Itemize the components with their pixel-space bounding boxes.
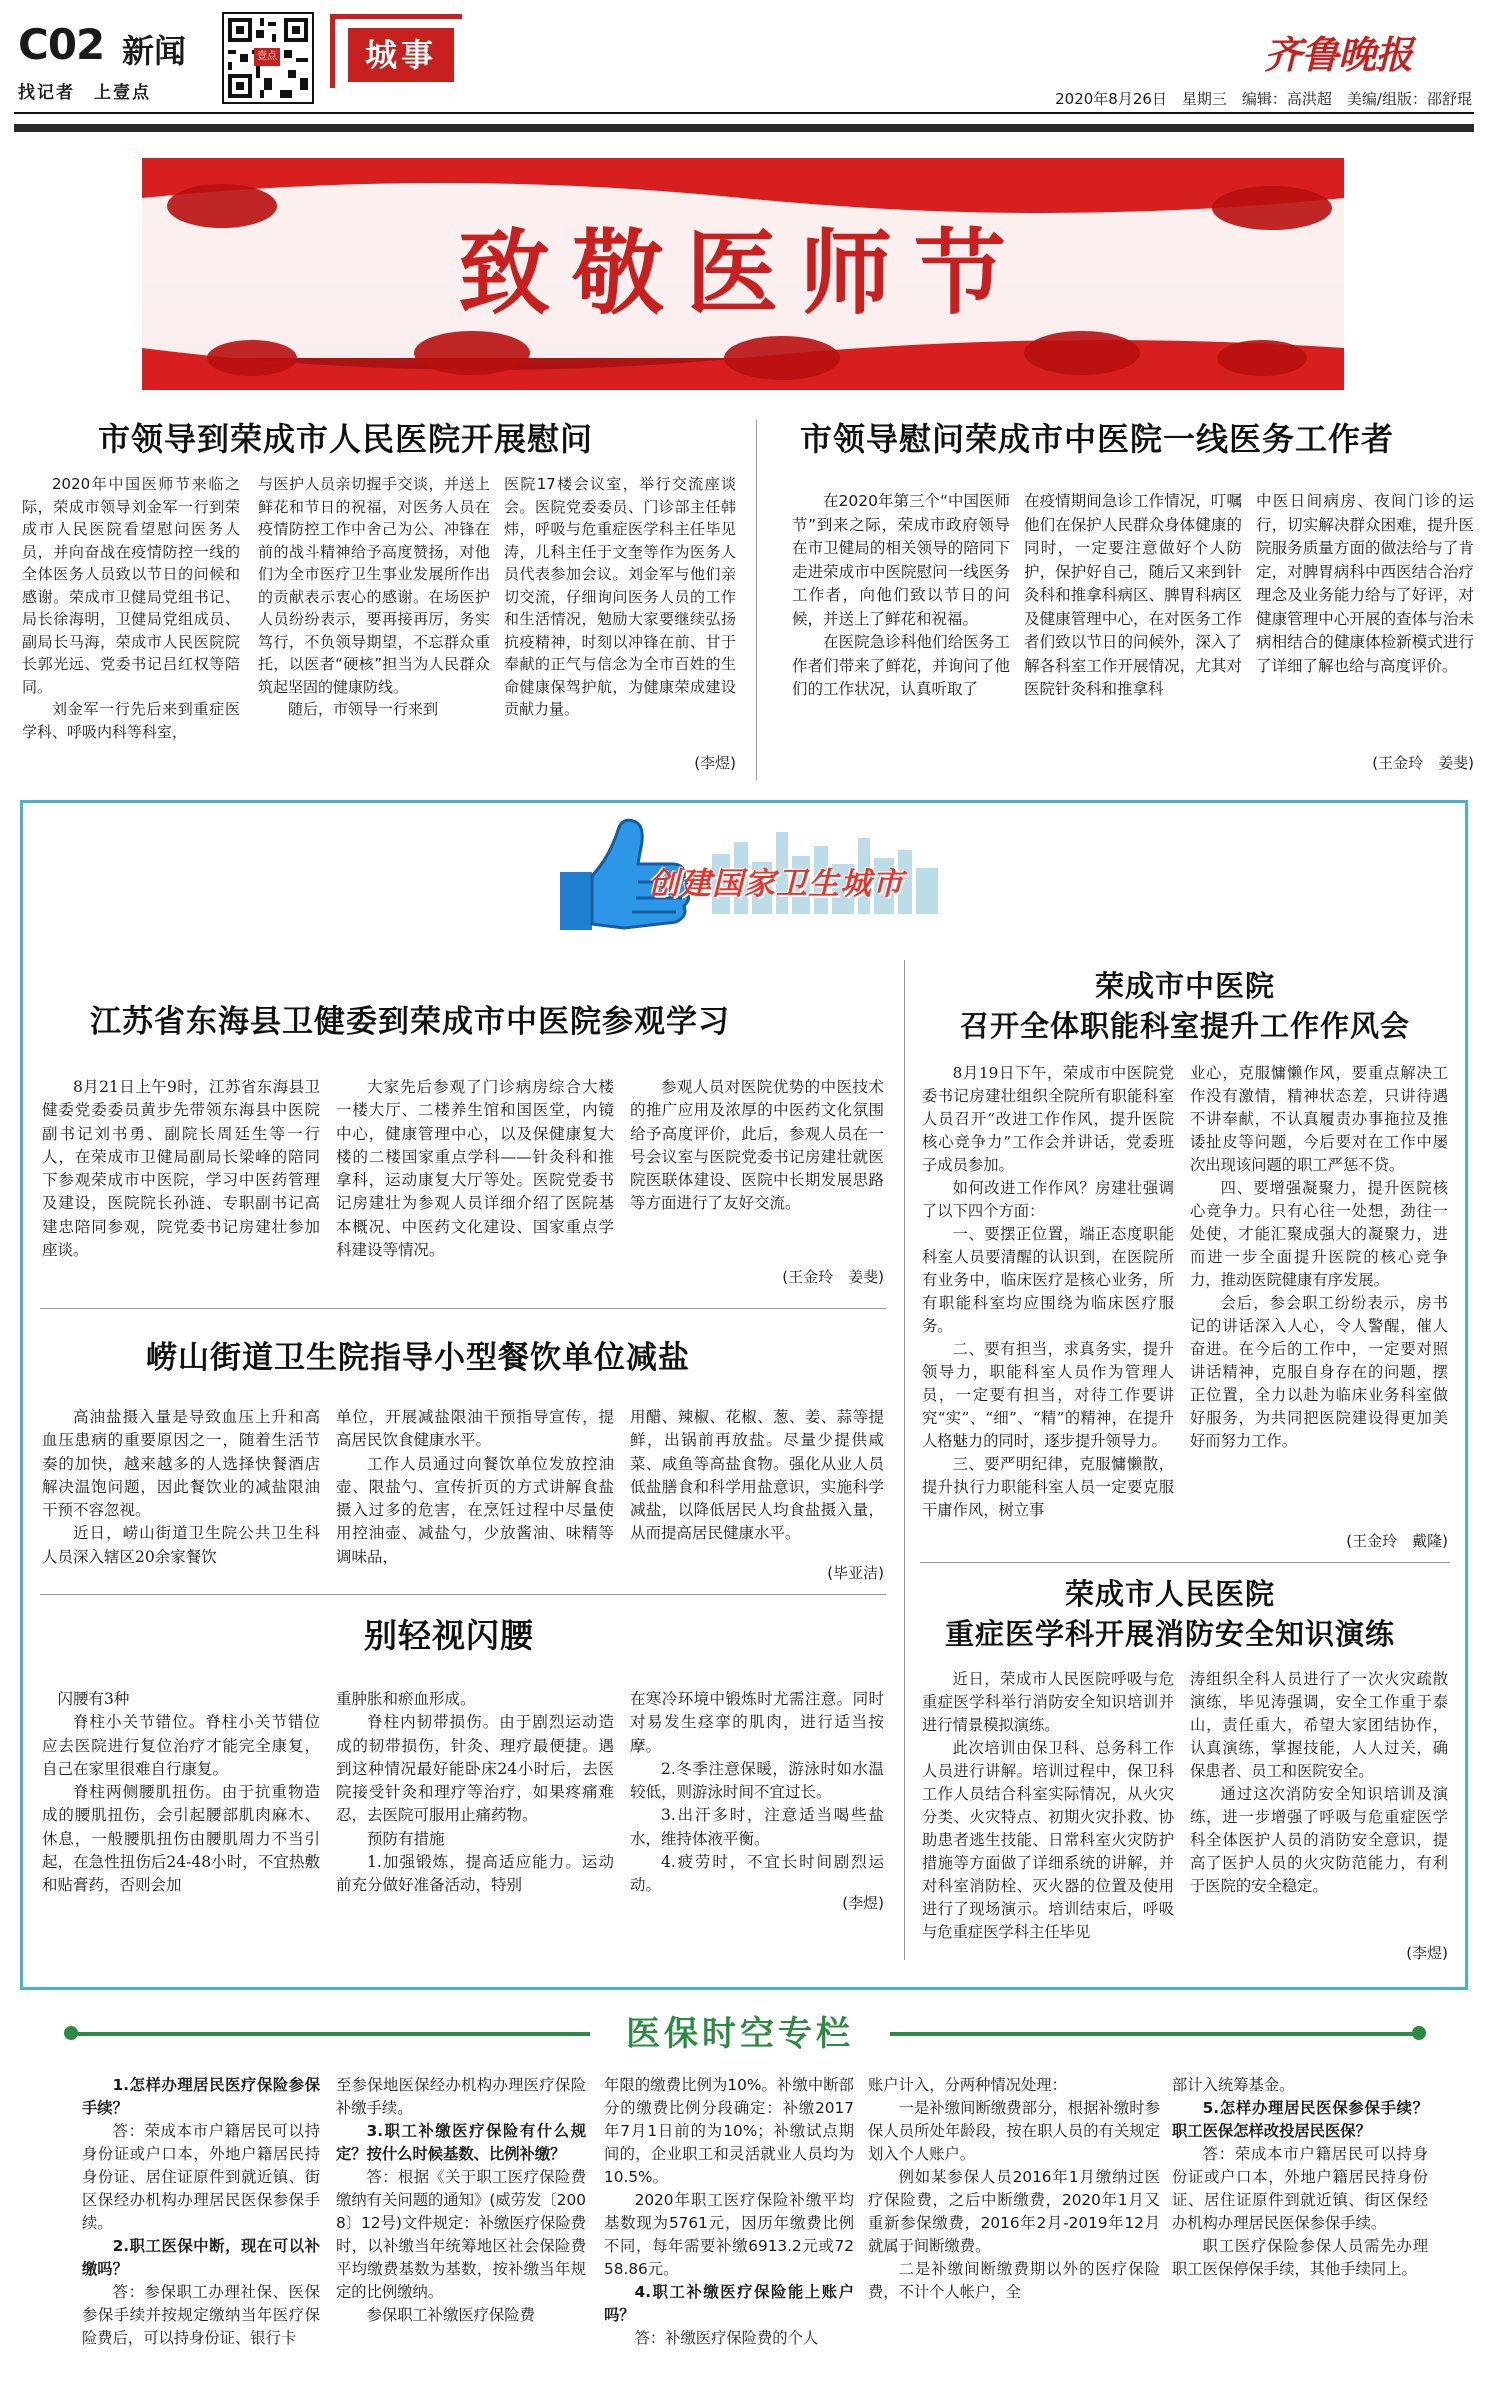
story1-para: 2020年中国医师节来临之际，荣成市领导刘金军一行到荣成市人民医院看望慰问医务人员，并向奋战在疫情防控一线的全体医务人员致以节日的问候和感谢。荣成市卫健局党组书记、局长徐海明，卫健局党组成员、副局长马海，荣成市人民医院院长郭光远、党委书记吕红权等陪同。 xyxy=(22,475,240,696)
story1-byline: (李煜) xyxy=(694,754,736,772)
insurance-col1 xyxy=(82,2074,320,2390)
story2-para: 在疫情期间急诊工作情况，叮嘱他们在保护人民群众身体健康的同时，一定要注意做好个人防护，保护好自己，随后又来到针灸科和推拿科病区、脾胃科病区及健康管理中心，在对医务工作者们致以节日的问候外，深入了解各科室工作开展情况，尤其对医院针灸科和推拿科 xyxy=(1024,492,1242,698)
story2-para: 在2020年第三个“中国医师节”到来之际，荣成市政府领导在市卫健局的相关领导的陪同下走进荣成市中医院慰问一线医务工作者，向他们致以节日的问候，并送上了鲜花和祝福。 xyxy=(792,492,1010,628)
newspaper-logo: 齐鲁晚报 xyxy=(1264,32,1413,77)
story4-para: 工作人员通过向餐饮单位发放控油壶、限盐勺、宣传折页的方式讲解食盐摄入过多的危害，在烹饪过程中尽量使用控油壶、减盐勺，少放酱油、味精等调味品， xyxy=(336,1454,614,1566)
story5-para: 脊柱小关节错位。脊柱小关节错位应去医院进行复位治疗才能完全康复，自己在家里很难自行康复。 xyxy=(42,1713,320,1778)
section-tag: 城事 xyxy=(348,28,454,82)
qr-code[interactable] xyxy=(222,12,314,104)
story5-byline: (李煜) xyxy=(842,1894,884,1912)
story5-para: 4.疲劳时，不宜长时间剧烈运动。 xyxy=(630,1853,884,1895)
story1-para: 医院17楼会议室，举行交流座谈会。医院党委委员、门诊部主任韩炜，呼吸与危重症医学科主任毕见涛，儿科主任于文奎等作为医务人员代表参加会议。刘金军与他们亲切交流，仔细询问医务人员的工作和生活情况，勉励大家要继续弘扬抗疫精神，时刻以冲锋在前、甘于奉献的正气与信念为全市百姓的生命健康保驾护航，为健康荣成建设贡献力量。 xyxy=(504,475,736,718)
story7-col1 xyxy=(922,1668,1174,1958)
festival-banner xyxy=(142,158,1344,390)
insurance-bar-dot-right xyxy=(1412,2026,1426,2040)
story5-para: 脊柱两侧腰肌扭伤。由于抗重物造成的腰肌扭伤，会引起腰部肌肉麻木、休息，一般腰肌扭伤由腰肌周力不当引起，在急性扭伤后24-48小时，不宜热敷和贴膏药，否则会加 xyxy=(42,1783,320,1895)
story1-col2 xyxy=(258,473,490,773)
story1-col3 xyxy=(504,473,736,773)
story5-para: 预防有措施 xyxy=(367,1829,445,1848)
story2-headline: 市领导慰问荣成市中医院一线医务工作者 xyxy=(800,420,1395,458)
story1-col1 xyxy=(22,473,240,773)
qr-center-label: 壹点 xyxy=(254,48,280,66)
story7-para: 近日，荣成市人民医院呼吸与危重症医学科举行消防安全知识培训并进行情景模拟演练。 xyxy=(922,1670,1174,1734)
story5-para: 重肿胀和瘀血形成。 xyxy=(336,1690,476,1708)
story6-para: 三、要严明纪律，克服慵懒散，提升执行力职能科室人员一定要克服干庸作风，树立事 xyxy=(922,1455,1174,1519)
story4-para: 高油盐摄入量是导致血压上升和高血压患病的重要原因之一，随着生活节奏的加快，越来越多的人选择快餐酒店解决温饱问题，因此餐饮业的减盐限油干预不容忽视。 xyxy=(42,1408,320,1520)
story4-col3 xyxy=(630,1406,884,1586)
insurance-answer: 2020年职工医疗保险补缴平均基数现为5761元，因历年缴费比例不同，每年需要补缴6913.2元或7258.86元。 xyxy=(604,2191,854,2278)
insurance-answer: 答：参保职工办理社保、医保参保手续并按规定缴纳当年医疗保险费后，可以持身份证、银行卡 xyxy=(82,2283,320,2347)
story6-para: 会后，参会职工纷纷表示，房书记的讲话深入人心，令人警醒，催人奋进。在今后的工作中，一定要对照讲话精神，克服自身存在的问题，摆正位置，全力以赴为临床业务科室做好服务，为共同把医院建设得更加美好而努力工作。 xyxy=(1190,1294,1448,1450)
insurance-question: 3.职工补缴医疗保险有什么规定？按什么时候基数、比例补缴？ xyxy=(336,2122,586,2163)
banner-title: 致敬医师节 xyxy=(457,219,1028,327)
insurance-answer: 答：荣成本市户籍居民可以持身份证或户口本，外地户籍居民持身份证、居住证原件到就近镇、街区保经办机构办理居民医保参保手续。 xyxy=(82,2122,320,2232)
story7-byline: (李煜) xyxy=(1406,1944,1448,1962)
story3-col2 xyxy=(336,1076,614,1298)
insurance-answer: 答：补缴医疗保险费的个人 xyxy=(634,2329,819,2347)
insurance-answer: 至参保地医保经办机构办理医疗保险补缴手续。 xyxy=(336,2076,586,2117)
insurance-answer: 职工医疗保险参保人员需先办理职工医保停保手续，其他手续同上。 xyxy=(1172,2237,1428,2278)
insurance-answer: 答：荣成本市户籍居民可以持身份证或户口本，外地户籍居民持身份证、居住证原件到就近镇、街区保经办机构办理居民医保参保手续。 xyxy=(1172,2145,1428,2232)
insurance-col5 xyxy=(1172,2074,1428,2390)
insurance-answer: 部计入统筹基金。 xyxy=(1172,2076,1295,2094)
header-rule-thick xyxy=(14,124,1474,132)
story3-para: 大家先后参观了门诊病房综合大楼一楼大厅、二楼养生馆和国医堂，内镜中心，健康管理中心，以及保健康复大楼的二楼国家重点学科——针灸科和推拿科，运动康复大厅等处。医院党委书记房建壮为参观人员详细介绍了医院基本概况、中医药文化建设、国家重点学科建设等情况。 xyxy=(336,1078,614,1260)
story5-headline: 别轻视闪腰 xyxy=(364,1616,534,1655)
story7-para: 此次培训由保卫科、总务科工作人员进行讲解。培训过程中，保卫科工作人员结合科室实际情况，从火灾分类、火灾特点、初期火灾扑救、协助患者逃生技能、日常科室火灾防护措施等方面做了详细系统的讲解，并对科室消防栓、灭火器的位置及使用进行了现场演示。培训结束后，呼吸与危重症医学科主任毕见 xyxy=(922,1739,1174,1941)
story5-para: 1.加强锻炼，提高适应能力。运动前充分做好准备活动，特别 xyxy=(336,1853,614,1895)
story3-para: 8月21日上午9时，江苏省东海县卫健委党委委员黄步先带领东海县中医院副书记刘书勇、副院长周廷生等一行人，在荣成市卫健局副局长梁峰的陪同下参观荣成市中医院，学习中医药管理及建设，医院院长孙涟、专职副书记高建忠陪同参观，院党委书记房建壮参加座谈。 xyxy=(42,1078,320,1260)
story4-byline: (毕亚洁) xyxy=(827,1564,884,1582)
insurance-col2 xyxy=(336,2074,586,2390)
story4-col2 xyxy=(336,1406,614,1586)
story1-para: 与医护人员亲切握手交谈，并送上鲜花和节日的祝福，对医务人员在疫情防控工作中舍己为公、冲锋在前的战斗精神给予高度赞扬，对他们为全市医疗卫生事业发展所作出的贡献表示衷心的感谢。在场医护人员纷纷表示，要再接再厉，务实笃行，不负领导期望，不忘群众重托，以医者“硬核”担当为人民群众筑起坚固的健康防线。 xyxy=(258,475,490,696)
insurance-answer: 二是补缴间断缴费期以外的医疗保险费，不计个人帐户，全 xyxy=(868,2260,1160,2301)
story5-para: 在寒冷环境中锻炼时尤需注意。同时对易发生痉挛的肌肉，进行适当按摩。 xyxy=(630,1690,884,1755)
story5-col2 xyxy=(336,1688,614,1928)
story2-para: 在医院急诊科他们给医务工作者们带来了鲜花，并询问了他们的工作状况，认真听取了 xyxy=(792,633,1010,698)
story4-col1 xyxy=(42,1406,320,1586)
story5-para: 闪腰有3种 xyxy=(57,1690,130,1708)
story2-col2 xyxy=(1024,490,1242,780)
story6-para: 如何改进工作作风？房建壮强调了以下四个方面： xyxy=(922,1179,1174,1220)
health-city-logo-text: 创建国家卫生城市 xyxy=(648,866,904,902)
story5-para: 3.出汗多时，注意适当喝些盐水，维持体液平衡。 xyxy=(630,1806,884,1848)
insurance-question: 4.职工补缴医疗保险能上账户吗？ xyxy=(604,2283,854,2324)
story3-para: 参观人员对医院优势的中医技术的推广应用及浓厚的中医药文化氛围给予高度评价，此后，参观人员在一号会议室与医院党委书记房建壮就医院医联体建设、医院中长期发展思路等方面进行了友好交流。 xyxy=(630,1078,884,1213)
story6-para: 一、要摆正位置，端正态度职能科室人员要清醒的认识到，在医院所有业务中，临床医疗是核心业务，所有职能科室均应围绕为临床医疗服务。 xyxy=(922,1225,1174,1335)
story4-para: 近日，崂山街道卫生院公共卫生科人员深入辖区20余家餐饮 xyxy=(42,1524,320,1566)
story2-byline: (王金玲 姜斐) xyxy=(1372,754,1474,772)
story6-headline-2: 召开全体职能科室提升工作作风会 xyxy=(959,1009,1410,1043)
issue-meta: 2020年8月26日 星期三 编辑：高洪超 美编/组版：邵舒琨 xyxy=(1055,90,1472,108)
story5-col1 xyxy=(42,1688,320,1928)
story6-col1 xyxy=(922,1062,1174,1552)
insurance-answer: 参保职工补缴医疗保险费 xyxy=(366,2306,535,2324)
story-divider xyxy=(920,1562,1450,1563)
insurance-question: 2.职工医保中断，现在可以补缴吗？ xyxy=(82,2237,320,2278)
insurance-bar-dot-left xyxy=(64,2026,78,2040)
story6-para: 二、要有担当，求真务实，提升领导力，职能科室人员作为管理人员，一定要有担当，对待工作要讲究“实”、“细”、“精”的精神，在提升人格魅力的同时，逐步提升领导力。 xyxy=(922,1340,1174,1450)
story7-headline-2: 重症医学科开展消防安全知识演练 xyxy=(944,1617,1395,1651)
slogan: 找记者 上壹点 xyxy=(18,83,151,103)
column-divider xyxy=(904,960,905,1960)
story3-col1 xyxy=(42,1076,320,1298)
insurance-answer: 一是补缴间断缴费部分，根据补缴时参保人员所处年龄段，按在职人员的有关规定划入个人账户。 xyxy=(868,2099,1160,2163)
page-number: C02 xyxy=(18,20,105,69)
story6-para: 8月19日下午，荣成市中医院党委书记房建壮组织全院所有职能科室人员召开“改进工作作风，提升医院核心竞争力”工作会并讲话，党委班子成员参加。 xyxy=(922,1064,1174,1174)
story6-byline: (王金玲 戴隆) xyxy=(1346,1532,1448,1550)
story6-headline-1: 荣成市中医院 xyxy=(1094,969,1275,1003)
insurance-col3 xyxy=(604,2074,854,2390)
health-city-logo xyxy=(552,812,952,942)
story7-para: 通过这次消防安全知识培训及演练，进一步增强了呼吸与危重症医学科全体医护人员的消防安全意识，提高了医护人员的火灾防范能力，有利于医院的安全稳定。 xyxy=(1190,1785,1448,1895)
story1-para: 随后，市领导一行来到 xyxy=(288,700,439,718)
insurance-col4 xyxy=(868,2074,1160,2390)
story5-para: 2.冬季注意保暖，游泳时如水温较低，则游泳时间不宜过长。 xyxy=(630,1759,884,1802)
story-divider xyxy=(756,420,757,780)
insurance-answer: 年限的缴费比例为10%。补缴中断部分的缴费比例分段确定：补缴2017年7月1日前的为10%；补缴试点期间的，企业职工和灵活就业人员均为10.5%。 xyxy=(604,2076,854,2186)
story2-col1 xyxy=(792,490,1010,780)
story6-para: 四、要增强凝聚力，提升医院核心竞争力。只有心往一处想，劲往一处使，才能汇聚成强大的凝聚力，进而进一步全面提升医院的核心竞争力，推动医院健康有序发展。 xyxy=(1190,1179,1448,1289)
story6-col2 xyxy=(1190,1062,1448,1552)
insurance-answer: 例如某参保人员2016年1月缴纳过医疗保险费，之后中断缴费，2020年1月又重新参保缴费，2016年2月-2019年12月就属于间断缴费。 xyxy=(868,2168,1160,2255)
story2-col3 xyxy=(1256,490,1474,780)
story4-para: 用醋、辣椒、花椒、葱、姜、蒜等提鲜，出锅前再放盐。尽量少提供咸菜、咸鱼等高盐食物。强化从业人员低盐膳食和科学用盐意识，实施科学减盐，以降低居民人均食盐摄入量，从而提高居民健康水平。 xyxy=(630,1408,884,1543)
insurance-answer: 答：根据《关于职工医疗保险费缴纳有关问题的通知》(威劳发〔2008〕12号)文件规定：补缴医疗保险费时，以补缴当年统筹地区社会保险费平均缴费基数为基数，按补缴当年规定的比例缴纳。 xyxy=(336,2168,586,2301)
insurance-answer: 账户计入，分两种情况处理： xyxy=(868,2076,1067,2094)
story6-para: 业心，克服慵懒作风，要重点解决工作没有激情，精神状态差，只讲待遇不讲奉献，不认真履责办事拖拉及推诿扯皮等问题，今后要对在工作中屡次出现该问题的职工严惩不贷。 xyxy=(1190,1064,1448,1174)
story-divider xyxy=(40,1308,886,1309)
story7-para: 涛组织全科人员进行了一次火灾疏散演练，毕见涛强调，安全工作重于泰山，责任重大，希望大家团结协作，认真演练，掌握技能，人人过关，确保患者、员工和医院安全。 xyxy=(1190,1670,1448,1780)
story3-headline: 江苏省东海县卫健委到荣成市中医院参观学习 xyxy=(90,1004,730,1040)
story7-headline-1: 荣成市人民医院 xyxy=(1064,1577,1275,1611)
story-divider xyxy=(40,1594,886,1595)
story1-para: 刘金军一行先后来到重症医学科、呼吸内科等科室， xyxy=(22,700,240,741)
story4-headline: 崂山街道卫生院指导小型餐饮单位减盐 xyxy=(146,1340,690,1376)
story3-byline: (王金玲 姜斐) xyxy=(782,1268,884,1286)
story7-col2 xyxy=(1190,1668,1448,1958)
insurance-question: 1.怎样办理居民医疗保险参保手续？ xyxy=(82,2076,320,2117)
header-rule xyxy=(14,112,1474,114)
story3-col3 xyxy=(630,1076,884,1298)
insurance-title: 医保时空专栏 xyxy=(590,2010,890,2058)
story4-para: 单位，开展减盐限油干预指导宣传，提高居民饮食健康水平。 xyxy=(336,1408,614,1450)
story5-para: 脊柱内韧带损伤。由于剧烈运动造成的韧带损伤，针灸、理疗最便捷。遇到这种情况最好能卧床24小时后，去医院接受针灸和理疗等治疗，如果疼痛难忍，去医院可服用止痛药物。 xyxy=(336,1713,614,1825)
story2-para: 中医日间病房、夜间门诊的运行，切实解决群众困难，提升医院服务质量方面的做法给与了肯定，对脾胃病科中西医结合治疗理念及业务能力给与了好评，对健康管理中心开展的查体与治未病相结合的健康体检新模式进行了详细了解也给与高度评价。 xyxy=(1256,492,1474,675)
story1-headline: 市领导到荣成市人民医院开展慰问 xyxy=(98,420,594,458)
section-name: 新闻 xyxy=(122,32,187,70)
insurance-question: 5.怎样办理居民医保参保手续？职工医保怎样改投居民医保？ xyxy=(1172,2099,1428,2140)
